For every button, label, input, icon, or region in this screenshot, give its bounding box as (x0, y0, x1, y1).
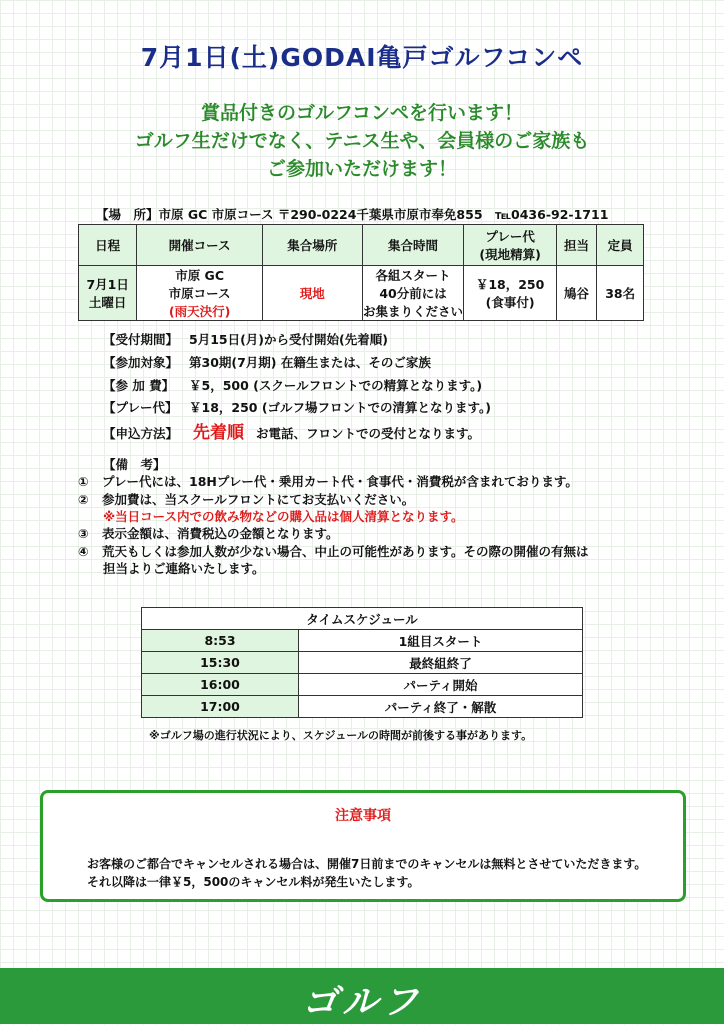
cell-staff: 鳩谷 (556, 266, 597, 321)
info-target-value: 第30期(7月期) 在籍生または、そのご家族 (189, 355, 431, 370)
schedule-row (142, 630, 583, 652)
venue-info: 【場 所】市原 GC 市原コース 〒290-0224千葉県市原市奉免855 ℡0436-92-1711 (96, 207, 609, 222)
schedule-time: 16:00 (142, 674, 299, 696)
info-play (103, 398, 491, 416)
meeting-time-2: 40分前には (379, 286, 447, 301)
schedule-table (141, 607, 583, 718)
info-fee-value: ￥5，500 (スクールフロントでの精算となります。) (189, 378, 483, 393)
header-meeting-time: 集合時間 (362, 225, 464, 266)
note-3-text: 表示金額は、消費税込の金額となります。 (102, 526, 339, 541)
info-apply (103, 418, 480, 443)
cell-date (79, 266, 137, 321)
info-period (103, 330, 388, 348)
info-fee-label: 【参 加 費】 (103, 378, 175, 393)
schedule-time: 15:30 (142, 652, 299, 674)
fee-value: ￥18，250 (475, 277, 545, 292)
note-1-text: プレー代には、18Hプレー代・乗用カート代・食事代・消費税が含まれております。 (102, 474, 578, 489)
info-target (103, 353, 431, 371)
footer-logo-text: ゴルフ (301, 982, 422, 1023)
note-4 (78, 542, 589, 560)
intro-line-3: ご参加いただけます！ (266, 158, 457, 180)
schedule-row (142, 652, 583, 674)
info-apply-highlight: 先着順 (193, 423, 244, 443)
note-4-number: ④ (78, 544, 89, 559)
footer-banner (0, 968, 724, 1024)
notice-title: 注意事項 (335, 808, 391, 824)
note-3 (78, 524, 339, 542)
info-apply-value: お電話、フロントでの受付となります。 (256, 426, 481, 441)
note-4-continued: 担当よりご連絡いたします。 (103, 561, 265, 576)
meeting-time-3: お集まりください (363, 304, 464, 319)
fee-note: (食事付) (485, 295, 535, 310)
notes-title: 【備 考】 (103, 457, 166, 472)
info-apply-label: 【申込方法】 (103, 426, 179, 441)
date-line-2: 土曜日 (88, 295, 127, 310)
course-line-1: 市原 GC (175, 268, 224, 283)
header-date: 日程 (79, 225, 137, 266)
info-fee (103, 376, 482, 394)
schedule-note: ※ゴルフ場の進行状況により、スケジュールの時間が前後する事があります。 (149, 729, 533, 742)
note-1-number: ① (78, 474, 89, 489)
notice-line-1: お客様のご都合でキャンセルされる場合は、開催7日前までのキャンセルは無料とさせていただきます。 (87, 857, 647, 871)
cell-fee (464, 266, 556, 321)
header-fee-sub: (現地精算) (479, 247, 541, 262)
schedule-event: 最終組終了 (299, 652, 583, 674)
schedule-time: 8:53 (142, 630, 299, 652)
notice-line-2: それ以降は一律￥5，500のキャンセル料が発生いたします。 (87, 875, 420, 889)
notice-box (40, 790, 686, 902)
note-3-number: ③ (78, 526, 89, 541)
page-title: 7月1日(土)GODAI亀戸ゴルフコンペ (140, 43, 584, 72)
header-capacity: 定員 (597, 225, 644, 266)
event-table-row (79, 266, 644, 321)
schedule-row (142, 674, 583, 696)
cell-meeting-place: 現地 (262, 266, 362, 321)
info-play-value: ￥18，250 (ゴルフ場フロントでの清算となります。) (189, 400, 492, 415)
header-course: 開催コース (137, 225, 263, 266)
info-period-label: 【受付期間】 (103, 332, 179, 347)
cell-meeting-time (362, 266, 464, 321)
event-table (78, 224, 644, 321)
schedule-time: 17:00 (142, 696, 299, 718)
schedule-header-row (142, 608, 583, 630)
header-fee-label: プレー代 (485, 229, 535, 244)
event-table-header (79, 225, 644, 266)
info-period-value: 5月15日(月)から受付開始(先着順) (189, 332, 388, 347)
cell-capacity: 38名 (597, 266, 644, 321)
info-target-label: 【参加対象】 (103, 355, 179, 370)
note-2-text: 参加費は、当スクールフロントにてお支払いください。 (102, 492, 415, 507)
course-line-2: 市原コース (168, 286, 231, 301)
cell-course (137, 266, 263, 321)
schedule-event: 1組目スタート (299, 630, 583, 652)
note-2 (78, 490, 414, 508)
schedule-row (142, 696, 583, 718)
meeting-time-1: 各組スタート (375, 268, 451, 283)
schedule-title: タイムスケジュール (142, 608, 583, 630)
info-play-label: 【プレー代】 (103, 400, 178, 415)
intro-line-2: ゴルフ生だけでなく、テニス生や、会員様のご家族も (134, 130, 590, 152)
intro-line-1: 賞品付きのゴルフコンペを行います！ (200, 102, 524, 124)
schedule-event: パーティ終了・解散 (299, 696, 583, 718)
note-1 (78, 472, 578, 490)
course-rain-note: (雨天決行) (168, 304, 231, 319)
schedule-event: パーティ開始 (299, 674, 583, 696)
note-2-number: ② (78, 492, 89, 507)
header-fee (464, 225, 556, 266)
date-line-1: 7月1日 (86, 277, 129, 292)
note-4-text: 荒天もしくは参加人数が少ない場合、中止の可能性があります。その際の開催の有無は (102, 544, 589, 559)
note-2-warning: ※当日コース内での飲み物などの購入品は個人清算となります。 (103, 509, 464, 524)
header-meeting-place: 集合場所 (262, 225, 362, 266)
header-staff: 担当 (556, 225, 597, 266)
